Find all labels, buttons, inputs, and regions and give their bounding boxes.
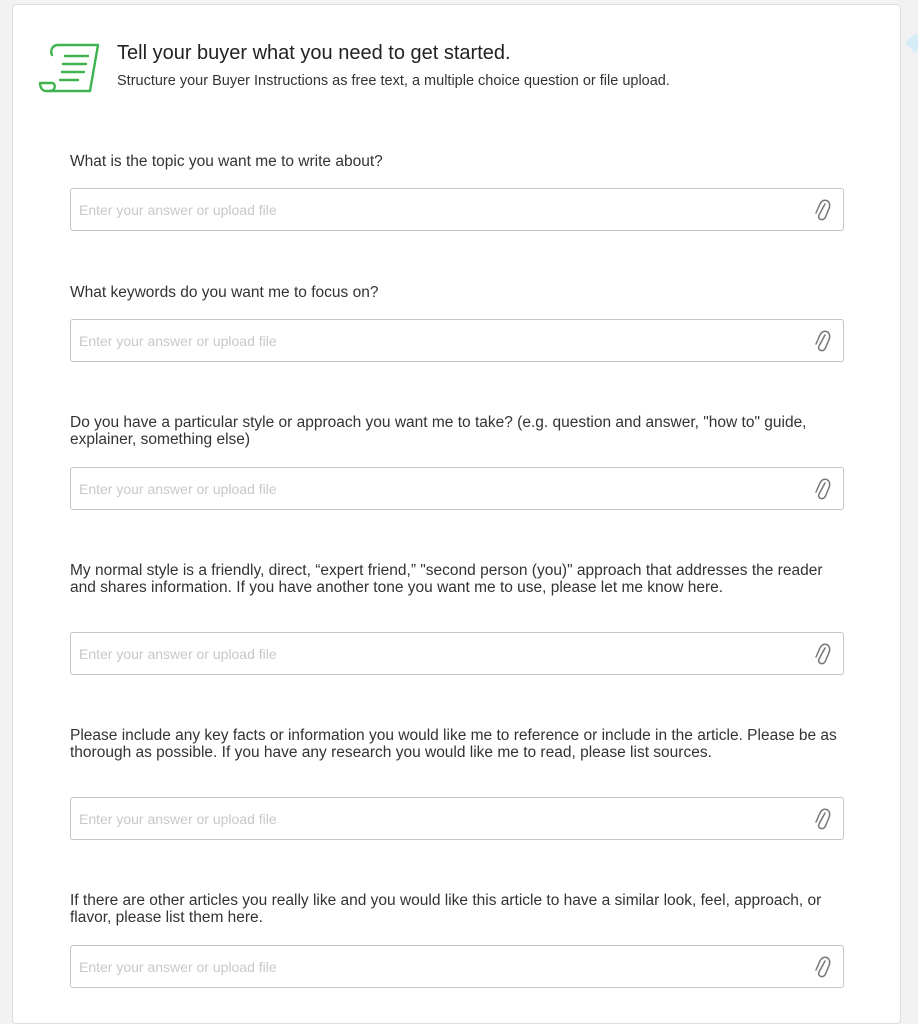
- document-scroll-icon: [38, 39, 102, 97]
- question-label: Do you have a particular style or approach you want me to take? (e.g. question and answer, "how to" guide, explainer, something else): [70, 414, 807, 448]
- answer-input[interactable]: [71, 189, 811, 230]
- page-title: Tell your buyer what you need to get started.: [117, 42, 511, 64]
- paperclip-icon[interactable]: [811, 954, 833, 980]
- answer-input[interactable]: [71, 946, 811, 987]
- question-block: [70, 414, 850, 448]
- answer-input[interactable]: [71, 633, 811, 674]
- answer-box: [70, 188, 844, 231]
- answer-box: [70, 945, 844, 988]
- edge-marker: [905, 33, 918, 53]
- paperclip-icon[interactable]: [811, 806, 833, 832]
- question-label: Please include any key facts or information you would like me to reference or include in the article. Please be as thorough as possible. If you have any research you would like me to read, please list sources.: [70, 727, 837, 761]
- question-label: What is the topic you want me to write about?: [70, 153, 383, 170]
- question-block: [70, 562, 850, 596]
- answer-input[interactable]: [71, 320, 811, 361]
- paperclip-icon[interactable]: [811, 476, 833, 502]
- answer-input[interactable]: [71, 468, 811, 509]
- answer-box: [70, 632, 844, 675]
- answer-box: [70, 467, 844, 510]
- paperclip-icon[interactable]: [811, 328, 833, 354]
- question-label: If there are other articles you really like and you would like this article to have a similar look, feel, approach, or flavor, please list them here.: [70, 892, 822, 926]
- question-label: My normal style is a friendly, direct, “expert friend,” "second person (you)" approach that addresses the reader and shares information. If you have another tone you want me to use, please let me know here.: [70, 562, 823, 596]
- question-block: [70, 153, 850, 170]
- paperclip-icon[interactable]: [811, 641, 833, 667]
- answer-input[interactable]: [71, 798, 811, 839]
- buyer-instructions-card: [12, 4, 901, 1024]
- question-block: [70, 892, 850, 926]
- question-block: [70, 284, 850, 301]
- paperclip-icon[interactable]: [811, 197, 833, 223]
- page-subtitle: Structure your Buyer Instructions as free text, a multiple choice question or file upload.: [117, 73, 670, 89]
- question-block: [70, 727, 850, 761]
- answer-box: [70, 797, 844, 840]
- answer-box: [70, 319, 844, 362]
- question-label: What keywords do you want me to focus on?: [70, 284, 379, 301]
